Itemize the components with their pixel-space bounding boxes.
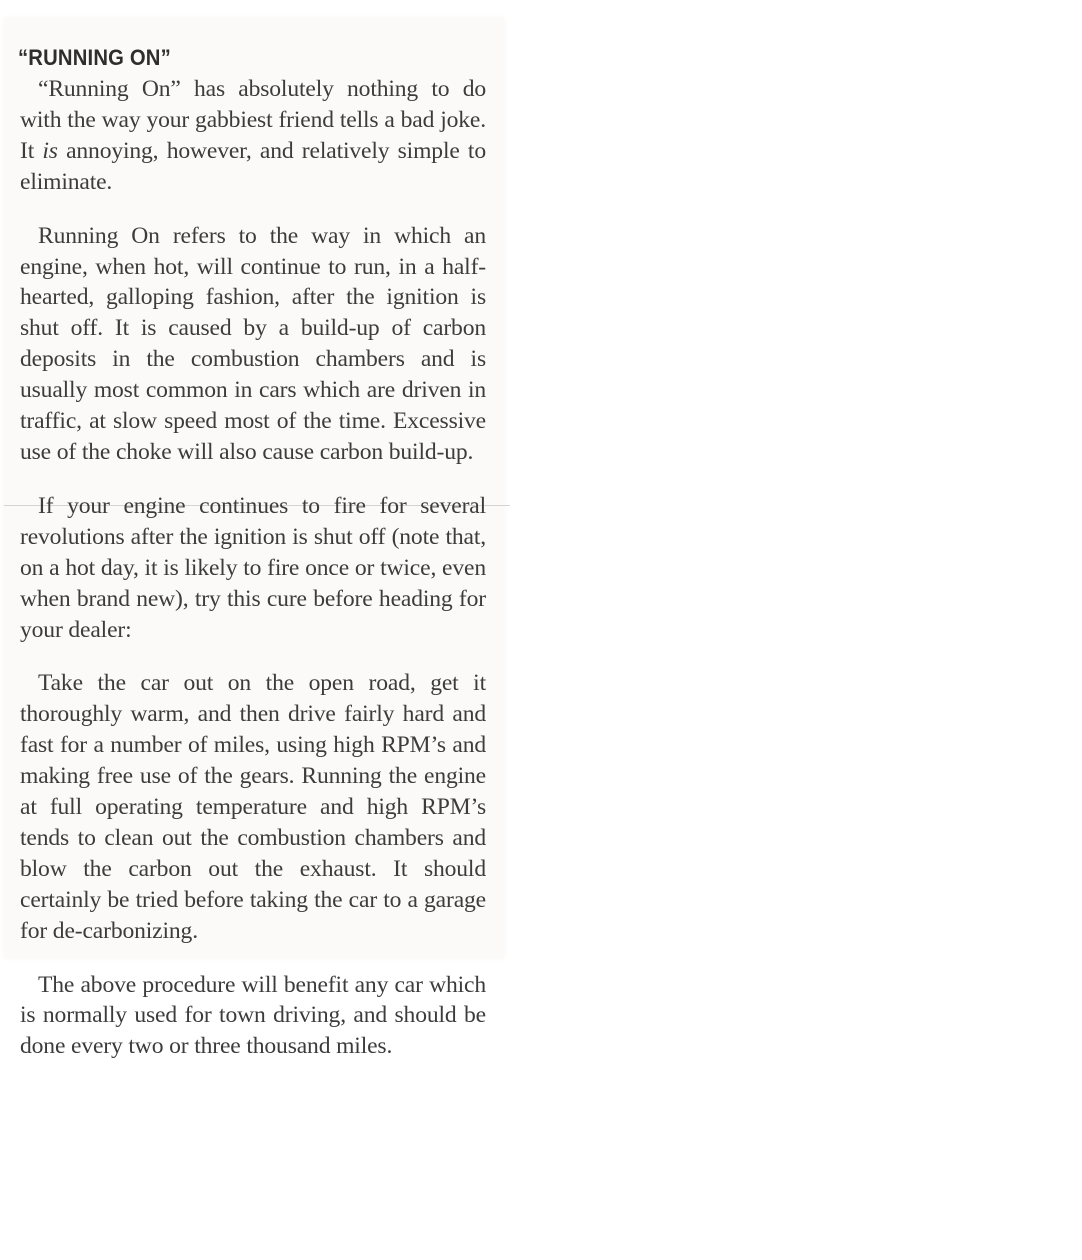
paragraph-text: Take the car out on the open road, get it thoroughly warm, and then drive fairly hard and fast for a number of miles, using high RPM’s and making free use of the gears. Running the engine at full operating temperature and high RPM’s tends to clean out the combustion chambers and blow the carbon out the exhaust. It should certainly be tried before taking the car to a garage for de-carbonizing.	[20, 670, 486, 944]
paragraph-text: annoying, however, and relatively simple to eliminate.	[20, 137, 486, 195]
paragraph-text: If your engine continues to fire for several revolutions after the ignition is shut off (note that, on a hot day, it is likely to fire once or twice, even when brand new), try this cure before heading for your dealer:	[20, 492, 486, 643]
article-paragraph	[20, 491, 486, 646]
paragraph-text: “Running On” has absolutely nothing to do with the way your gabbiest friend tells a bad joke. It	[20, 76, 486, 164]
article-page	[20, 44, 486, 1062]
paragraph-text: Running On refers to the way in which an engine, when hot, will continue to run, in a half-hearted, galloping fashion, after the ignition is shut off. It is caused by a build-up of carbon deposits in the combustion chambers and is usually most common in cars which are driven in traffic, at slow speed most of the time. Excessive use of the choke will also cause carbon build-up.	[20, 222, 486, 465]
article-paragraph	[20, 74, 486, 198]
article-paragraph	[20, 970, 486, 1063]
article-heading: “RUNNING ON”	[18, 45, 171, 70]
article-paragraph	[20, 668, 486, 946]
emphasis-text: is	[42, 137, 58, 164]
article-paragraph	[20, 221, 486, 468]
paragraph-text: The above procedure will benefit any car which is normally used for town driving, and should be done every two or three thousand miles.	[20, 971, 486, 1060]
